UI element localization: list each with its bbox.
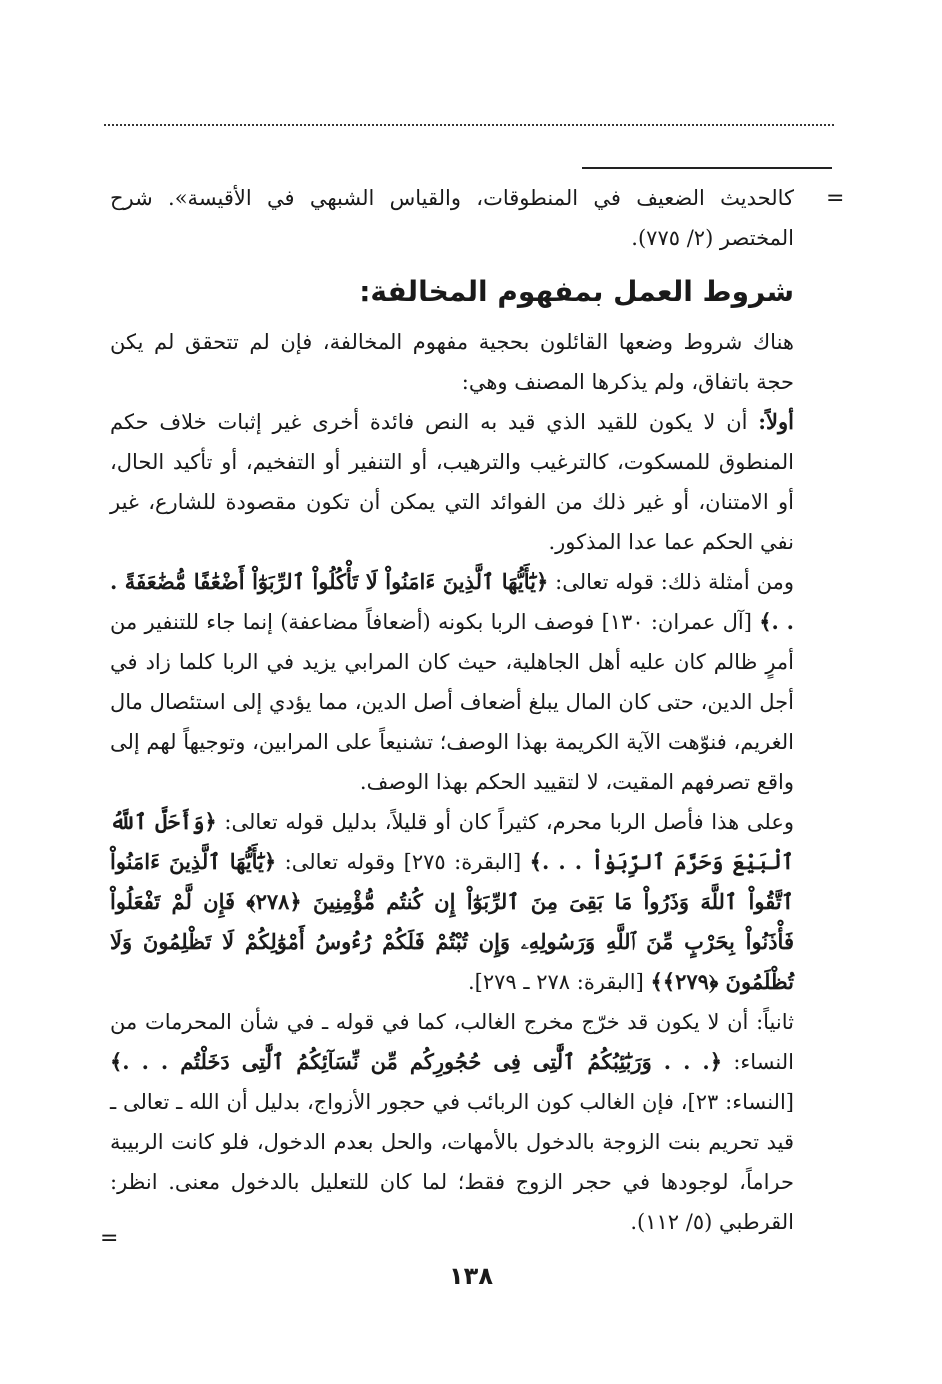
riba-intro: وعلى هذا فأصل الربا محرم، كثيراً كان أو قليلاً، بدليل قوله تعالى: bbox=[216, 810, 794, 834]
section-heading: شروط العمل بمفهوم المخالفة: bbox=[359, 275, 794, 308]
second-condition-text: [النساء: ٢٣]، فإن الغالب كون الربائب في حجور الأزواج، بدليل أن الله ـ تعالى ـ قيد تحريم بنت الزوجة بالدخول بالأمهات، والحل بعدم الدخول، فلو كانت الربيبة حراماً، لوجودها في حجر الزوج فقط؛ لما كان للتعليل بالدخول معنى. انظر: القرطبي (٥/ ١١٢). bbox=[110, 1090, 794, 1234]
quran-verse: ﴿يَٰٓأَيُّهَا ٱلَّذِينَ ءَامَنُواْ ٱتَّقُواْ ٱللَّهَ وَذَرُواْ مَا بَقِىَ مِنَ ٱلرِّبَوٰٓاْ إِن كُنتُم مُّؤْمِنِينَ ﴿٢٧٨﴾ فَإِن لَّمْ تَفْعَلُواْ فَأْذَنُواْ بِحَرْبٍ مِّنَ ٱللَّهِ وَرَسُولِهِۦ وَإِن تُبْتُمْ فَلَكُمْ رُءُوسُ أَمْوَٰلِكُمْ لَا تَظْلِمُونَ وَلَا تُظْلَمُونَ ﴿٢٧٩﴾﴾ bbox=[110, 849, 794, 994]
paragraph-example bbox=[110, 562, 794, 802]
footnote-continuation-marker: = bbox=[826, 186, 845, 211]
quran-verse: ﴿يَٰٓأَيُّهَا ٱلَّذِينَ ءَامَنُواْ لَا تَأْكُلُواْ ٱلرِّبَوٰٓاْ أَضْعَٰفًا مُّضَٰعَفَةً . . .﴾ bbox=[110, 569, 794, 634]
condition-lead: أولاً: bbox=[758, 409, 794, 434]
footnote-continues-marker: = bbox=[100, 1226, 119, 1251]
citation: [البقرة: ٢٧٨ ـ ٢٧٩]. bbox=[468, 970, 651, 994]
quran-verse: ﴿وَأَحَلَّ ٱللَّهُ ٱلْبَيْعَ وَحَرَّمَ ٱلرِّبَوٰاْ . . .﴾ bbox=[110, 809, 794, 874]
paragraph-riba bbox=[110, 802, 794, 1002]
main-text bbox=[110, 322, 794, 1242]
footnote-text: كالحديث الضعيف في المنطوقات، والقياس الشبهي في الأقيسة». شرح المختصر (٢/ ٧٧٥). bbox=[110, 186, 794, 250]
quran-verse: ﴿. . . وَرَبَٰٓئِبُكُمُ ٱلَّٰتِى فِى حُجُورِكُم مِّن نِّسَآئِكُمُ ٱلَّٰتِى دَخَلْتُم . . .﴾ bbox=[110, 1049, 722, 1074]
footnote-rule bbox=[582, 167, 832, 169]
example-explanation: [آل عمران: ١٣٠] فوصف الربا بكونه (أضعافاً مضاعفة) إنما جاء للتنفير من أمرٍ ظالم كان عليه أهل الجاهلية، حيث كان المرابي يزيد في الربا كلما زاد في أجل الدين، حتى كان المال يبلغ أضعاف أصل الدين، مما يؤدي إلى استئصال مال الغريم، فنوّهت الآية الكريمة بهذا الوصف؛ تشنيعاً على المرابين، وتوجيهاً لهم إلى واقع تصرفهم المقيت، لا لتقييد الحكم بهذا الوصف. bbox=[110, 610, 794, 794]
paragraph-second-condition bbox=[110, 1002, 794, 1242]
example-intro: ومن أمثلة ذلك: قوله تعالى: bbox=[548, 570, 794, 594]
paragraph-first-condition bbox=[110, 402, 794, 562]
dotted-separator bbox=[104, 124, 834, 126]
condition-text: أن لا يكون للقيد الذي قيد به النص فائدة أخرى غير إثبات خلاف حكم المنطوق للمسكوت، كالترغيب والترهيب، أو التنفير أو التفخيم، أو تأكيد الحال، أو الامتنان، أو غير ذلك من الفوائد التي يمكن أن تكون مقصودة للشارع، غير نفي الحكم عما عدا المذكور. bbox=[110, 410, 794, 554]
page-number: ١٣٨ bbox=[449, 1262, 493, 1290]
citation: [البقرة: ٢٧٥] وقوله تعالى: bbox=[276, 850, 530, 874]
second-condition-intro: ثانياً: أن لا يكون قد خرّج مخرج الغالب، كما في قوله ـ في شأن المحرمات من النساء: bbox=[110, 1010, 795, 1074]
paragraph-intro: هناك شروط وضعها القائلون بحجية مفهوم المخالفة، فإن لم تتحقق لم يكن حجة باتفاق، ولم يذكرها المصنف وهي: bbox=[110, 330, 794, 394]
footnote-block bbox=[110, 178, 794, 258]
